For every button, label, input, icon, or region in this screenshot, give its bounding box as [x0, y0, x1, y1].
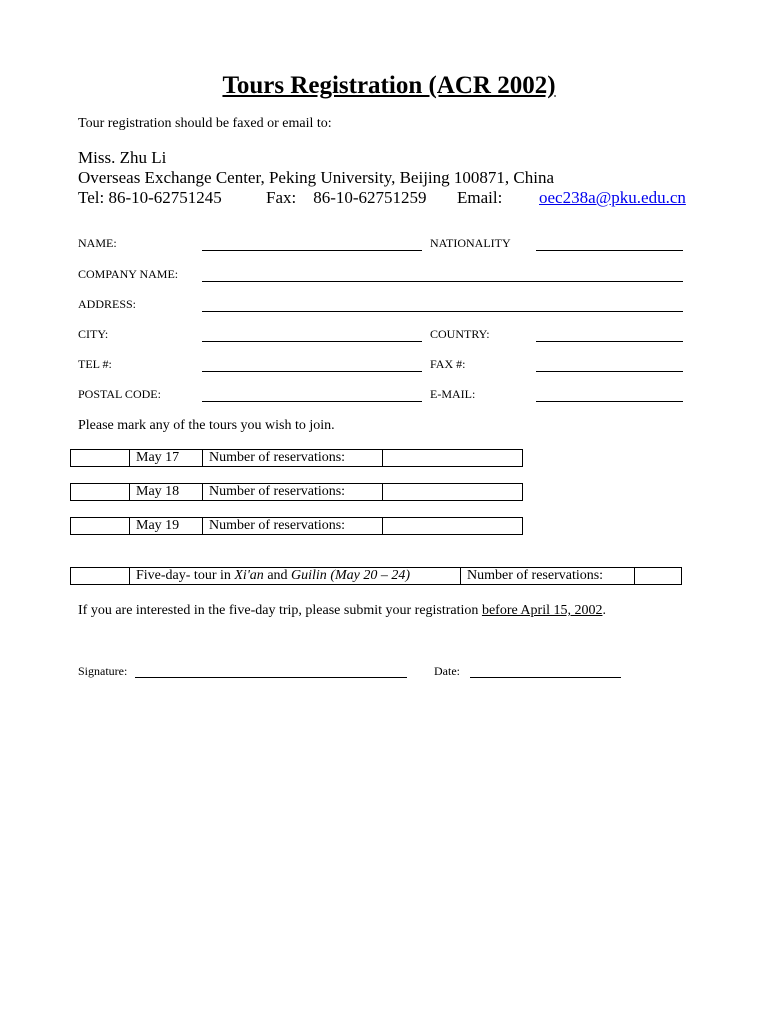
- tours-prompt: Please mark any of the tours you wish to join.: [78, 418, 335, 433]
- tour-row-may-18: [70, 483, 523, 501]
- reservations-label: Number of reservations:: [461, 568, 635, 585]
- name-field[interactable]: [202, 250, 422, 251]
- tel-field[interactable]: [202, 371, 422, 372]
- company-label: COMPANY NAME:: [78, 267, 179, 281]
- country-field[interactable]: [536, 341, 683, 342]
- address-label: ADDRESS:: [78, 297, 137, 311]
- country-label: COUNTRY:: [430, 327, 490, 341]
- city-label: CITY:: [78, 327, 109, 341]
- tour-checkbox-five-day[interactable]: [71, 568, 130, 585]
- contact-email-label: Email:: [457, 188, 503, 207]
- email-field[interactable]: [536, 401, 683, 402]
- address-field[interactable]: [202, 311, 683, 312]
- tour-checkbox-may-17[interactable]: [71, 450, 130, 467]
- reservations-count-five-day[interactable]: [635, 568, 682, 585]
- nationality-label: NATIONALITY: [430, 236, 511, 250]
- intro-text: Tour registration should be faxed or email to:: [78, 116, 332, 131]
- reservations-label: Number of reservations:: [203, 518, 383, 535]
- signature-field[interactable]: [135, 677, 407, 678]
- page-title: Tours Registration (ACR 2002): [222, 72, 556, 99]
- contact-tel: Tel: 86-10-62751245: [78, 188, 222, 207]
- tour-row-may-19: [70, 517, 523, 535]
- date-field[interactable]: [470, 677, 621, 678]
- five-day-note: [78, 603, 606, 619]
- name-label: NAME:: [78, 236, 117, 250]
- tour-date: May 17: [130, 450, 203, 467]
- fax-field[interactable]: [536, 371, 683, 372]
- five-day-tour-description: [130, 568, 461, 585]
- tour-checkbox-may-18[interactable]: [71, 484, 130, 501]
- date-label: Date:: [434, 664, 460, 678]
- contact-email-link[interactable]: oec238a@pku.edu.cn: [539, 188, 686, 207]
- note-end: .: [602, 603, 606, 618]
- fax-label: FAX #:: [430, 357, 466, 371]
- five-day-prefix: Five-day- tour in: [136, 568, 235, 583]
- nationality-field[interactable]: [536, 250, 683, 251]
- city-field[interactable]: [202, 341, 422, 342]
- tour-row-five-day: [70, 567, 682, 585]
- company-field[interactable]: [202, 281, 683, 282]
- tel-label: TEL #:: [78, 357, 112, 371]
- signature-label: Signature:: [78, 664, 128, 678]
- contact-name: Miss. Zhu Li: [78, 148, 167, 167]
- reservations-count-may-17[interactable]: [383, 450, 523, 467]
- reservations-count-may-18[interactable]: [383, 484, 523, 501]
- reservations-count-may-19[interactable]: [383, 518, 523, 535]
- note-deadline: before April 15, 2002: [481, 603, 603, 618]
- note-text: If you are interested in the five-day trip, please submit your registration: [78, 603, 482, 618]
- tour-date: May 19: [130, 518, 203, 535]
- postal-code-label: POSTAL CODE:: [78, 387, 161, 401]
- tour-row-may-17: [70, 449, 523, 467]
- contact-fax: Fax: 86-10-62751259: [266, 188, 427, 207]
- five-day-dates: (May 20 – 24): [326, 568, 411, 583]
- five-day-and: and: [263, 568, 292, 583]
- reservations-label: Number of reservations:: [203, 450, 383, 467]
- postal-code-field[interactable]: [202, 401, 422, 402]
- five-day-city2: Guilin: [291, 568, 327, 583]
- reservations-label: Number of reservations:: [203, 484, 383, 501]
- five-day-city1: Xi'an: [234, 568, 264, 583]
- tour-checkbox-may-19[interactable]: [71, 518, 130, 535]
- tour-date: May 18: [130, 484, 203, 501]
- email-label: E-MAIL:: [430, 387, 476, 401]
- contact-address: Overseas Exchange Center, Peking University, Beijing 100871, China: [78, 168, 555, 187]
